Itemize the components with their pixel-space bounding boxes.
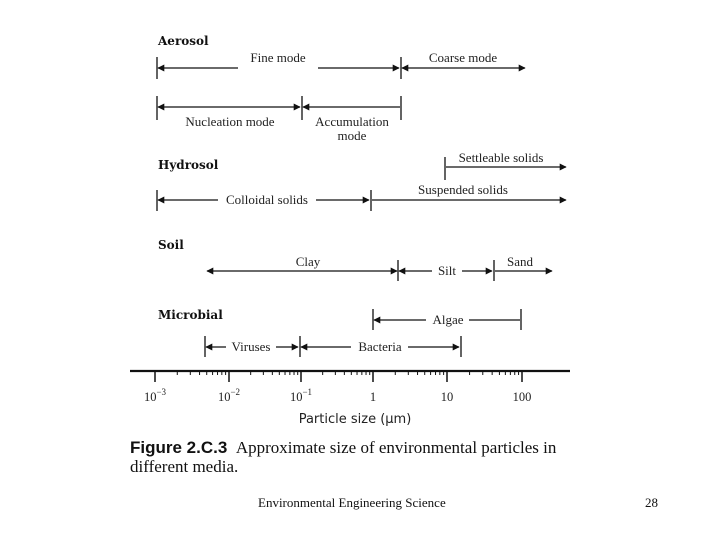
label-sand: Sand [507, 254, 533, 269]
tick-label: $10^{-1}$ [289, 387, 313, 404]
label-viruses: Viruses [231, 339, 271, 354]
range-silt [398, 260, 492, 281]
label-nucleation-mode: Nucleation mode [185, 114, 275, 129]
label-fine-mode: Fine mode [250, 50, 306, 65]
label-clay: Clay [295, 254, 321, 269]
label-accumulation-mode-1: Accumulation [315, 114, 389, 129]
figure-caption [130, 438, 600, 476]
range-colloidal-solids [157, 190, 369, 211]
range-sand [494, 254, 552, 281]
label-accumulation-mode-2: mode [337, 128, 367, 143]
range-settleable-solids [445, 150, 566, 180]
caption-text: Approximate size of environmental particles in different media. [130, 438, 557, 476]
label-bacteria: Bacteria [358, 339, 402, 354]
label-suspended-solids: Suspended solids [418, 182, 508, 197]
range-clay [207, 254, 397, 271]
axis-label: Particle size (μm) [298, 412, 412, 427]
label-coarse-mode: Coarse mode [428, 50, 498, 65]
tick-label: $10^{-3}$ [143, 387, 167, 404]
range-bacteria [300, 336, 461, 357]
footer-title: Environmental Engineering Science [258, 495, 446, 510]
section-microbial: Microbial [158, 308, 223, 322]
label-silt: Silt [437, 263, 457, 278]
range-viruses [205, 336, 298, 357]
tick-label: 1 [369, 390, 377, 404]
figure-number: Figure 2.C.3 [130, 438, 228, 457]
section-hydrosol: Hydrosol [158, 158, 219, 172]
range-coarse-mode [401, 50, 525, 79]
label-settleable-solids: Settleable solids [458, 150, 544, 165]
section-soil: Soil [158, 238, 184, 252]
label-colloidal-solids: Colloidal solids [226, 192, 308, 207]
range-algae [373, 309, 521, 330]
range-fine-mode [157, 50, 399, 79]
range-accumulation-mode [302, 96, 401, 143]
axis-ticks [144, 371, 531, 404]
particle-size-axis [130, 371, 570, 427]
range-suspended-solids [371, 182, 566, 211]
tick-label: $10^{-2}$ [217, 387, 241, 404]
label-algae: Algae [432, 312, 464, 327]
tick-label: 100 [512, 390, 532, 404]
tick-label: 10 [440, 390, 454, 404]
page-number: 28 [645, 495, 658, 510]
range-nucleation-mode [157, 96, 300, 129]
section-aerosol: Aerosol [158, 34, 209, 48]
